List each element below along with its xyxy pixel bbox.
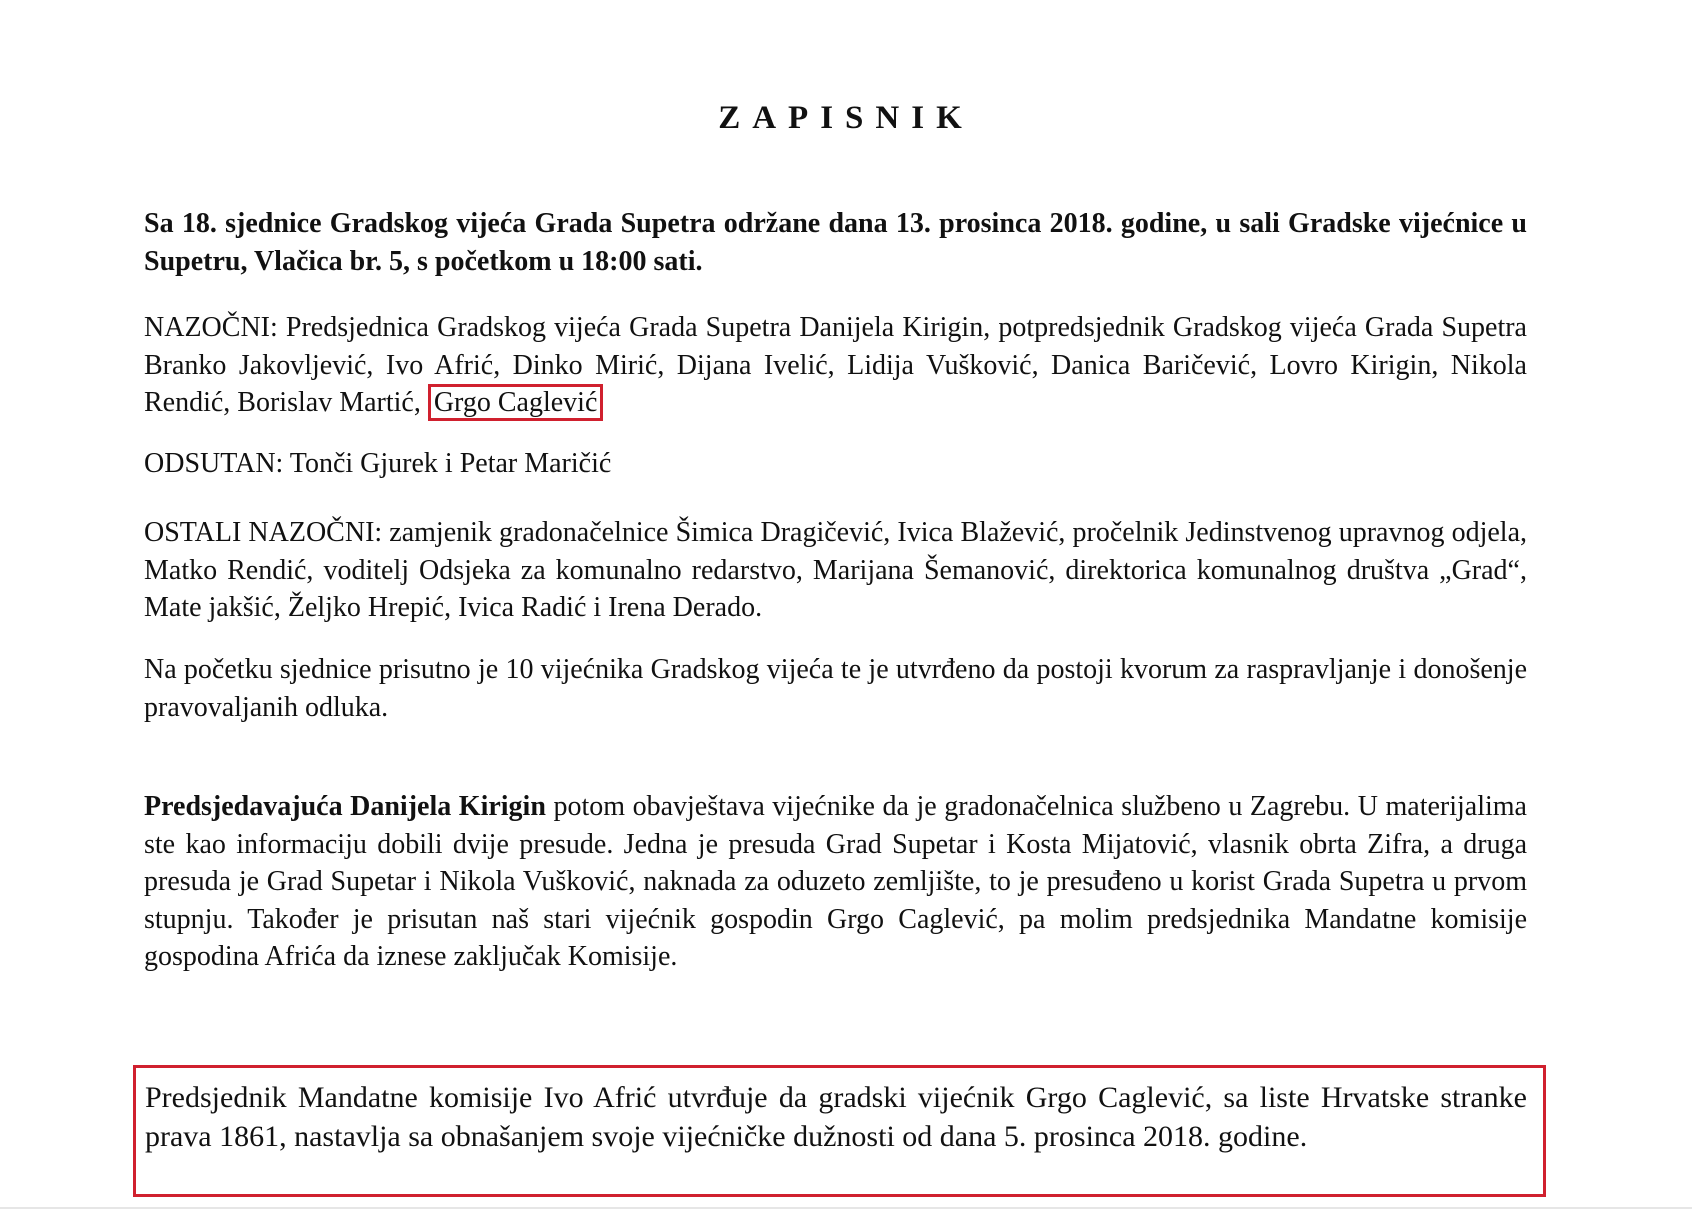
present-list bbox=[144, 309, 1527, 422]
document-title: ZAPISNIK bbox=[718, 100, 974, 136]
commission-statement: Predsjednik Mandatne komisije Ivo Afrić utvrđuje da gradski vijećnik Grgo Caglević, sa liste Hrvatske stranke prava 1861, nastavlja sa obnašanjem svoje vijećničke dužnosti od dana 5. prosinca 2018. godine. bbox=[145, 1081, 1527, 1153]
session-intro: Sa 18. sjednice Gradskog vijeća Grada Supetra održane dana 13. prosinca 2018. godine, u sali Gradske vijećnice u Supetru, Vlačica br. 5, s početkom u 18:00 sati. bbox=[144, 208, 1527, 277]
commission-statement-box bbox=[133, 1065, 1546, 1197]
quorum-statement: Na početku sjednice prisutno je 10 vijećnika Gradskog vijeća te je utvrđeno da postoji kvorum za raspravljanje i donošenje pravovaljanih odluka. bbox=[144, 654, 1527, 723]
chair-speaker: Predsjedavajuća Danijela Kirigin bbox=[144, 791, 546, 822]
chair-statement-text: potom obavještava vijećnike da je gradonačelnica službeno u Zagrebu. U materijalima ste kao informaciju dobili dvije presude. Jedna je presuda Grad Supetar i Kosta Mijatović, vlasnik obrta Zifra, a druga presuda je Grad Supetar i Nikola Vušković, naknada za oduzeto zemljište, to je presuđeno u korist Grada Supetra u prvom stupnju. Također je prisutan naš stari vijećnik gospodin Grgo Caglević, pa molim predsjednika Mandatne komisije gospodina Afrića da iznese zaključak Komisije. bbox=[144, 791, 1527, 972]
chair-statement bbox=[144, 788, 1527, 976]
absent-list: ODSUTAN: Tonči Gjurek i Petar Maričić bbox=[144, 448, 612, 479]
present-list-text: NAZOČNI: Predsjednica Gradskog vijeća Grada Supetra Danijela Kirigin, potpredsjednik Gradskog vijeća Grada Supetra Branko Jakovljević, Ivo Afrić, Dinko Mirić, Dijana Ivelić, Lidija Vušković, Danica Baričević, Lovro Kirigin, Nikola Rendić, Borislav Martić, bbox=[144, 312, 1527, 418]
others-present-list: OSTALI NAZOČNI: zamjenik gradonačelnice Šimica Dragičević, Ivica Blažević, pročelnik Jedinstvenog upravnog odjela, Matko Rendić, voditelj Odsjeka za komunalno redarstvo, Marijana Šemanović, direktorica komunalnog društva „Grad“, Mate jakšić, Željko Hrepić, Ivica Radić i Irena Derado. bbox=[144, 517, 1527, 623]
page-edge-divider bbox=[0, 1207, 1692, 1209]
highlighted-name: Grgo Caglević bbox=[428, 384, 604, 421]
